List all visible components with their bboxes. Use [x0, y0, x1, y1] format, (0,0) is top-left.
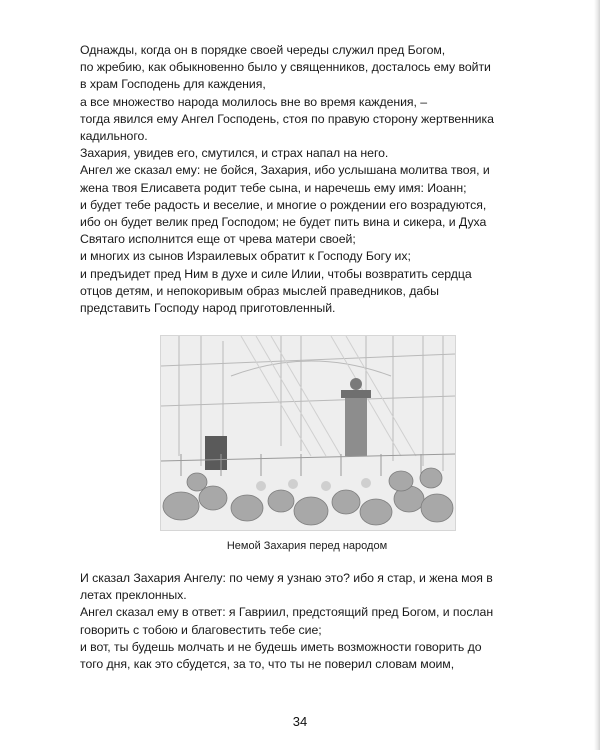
text-line: ибо он будет велик пред Господом; не будет пить вина и сикера, и Духа — [80, 215, 487, 230]
text-line: и многих из сынов Израилевых обратит к Господу Богу их; — [80, 249, 411, 264]
text-line: летах преклонных. — [80, 588, 187, 603]
text-line: представить Господу народ приготовленный. — [80, 301, 336, 316]
text-line: говорить с тобою и благовестить тебе сие; — [80, 622, 322, 637]
illustration-drawing — [161, 336, 455, 530]
text-line: Захария, увидев его, смутился, и страх напал на него. — [80, 146, 389, 161]
text-line: и предъидет пред Ним в духе и силе Илии, чтобы возвратить сердца — [80, 266, 472, 281]
text-line: И сказал Захария Ангелу: по чему я узнаю это? ибо я стар, и жена моя в — [80, 571, 493, 585]
text-line: Ангел же сказал ему: не бойся, Захария, ибо услышана молитва твоя, и — [80, 163, 490, 178]
text-line: в храм Господень для каждения, — [80, 77, 266, 92]
text-line: и будет тебе радость и веселие, и многие о рождении его возрадуются, — [80, 197, 487, 212]
text-line: а все множество народа молилось вне во время каждения, – — [80, 94, 428, 109]
text-line: Однажды, когда он в порядке своей череды служил пред Богом, — [80, 43, 446, 57]
page-edge-shadow — [594, 0, 600, 750]
bottom-text-block — [80, 570, 542, 673]
illustration-figure — [160, 335, 456, 531]
text-line: жена твоя Елисавета родит тебе сына, и наречешь ему имя: Иоанн; — [80, 180, 467, 195]
text-line: отцов детям, и непокоривым образ мыслей праведников, дабы — [80, 283, 439, 298]
text-line: по жребию, как обыкновенно было у священников, досталось ему войти — [80, 60, 491, 75]
text-line: Ангел сказал ему в ответ: я Гавриил, предстоящий пред Богом, и послан — [80, 605, 494, 620]
text-line: и вот, ты будешь молчать и не будешь иметь возможности говорить до — [80, 639, 482, 654]
text-line: того дня, как это сбудется, за то, что ты не поверил словам моим, — [80, 657, 455, 672]
text-line: Святаго исполнится еще от чрева матери своей; — [80, 232, 356, 247]
text-line: тогда явился ему Ангел Господень, стоя по правую сторону жертвенника — [80, 111, 494, 126]
top-text-block — [80, 42, 542, 317]
figure-caption: Немой Захария перед народом — [226, 540, 388, 552]
page-number: 34 — [292, 714, 308, 729]
text-line: кадильного. — [80, 129, 148, 144]
